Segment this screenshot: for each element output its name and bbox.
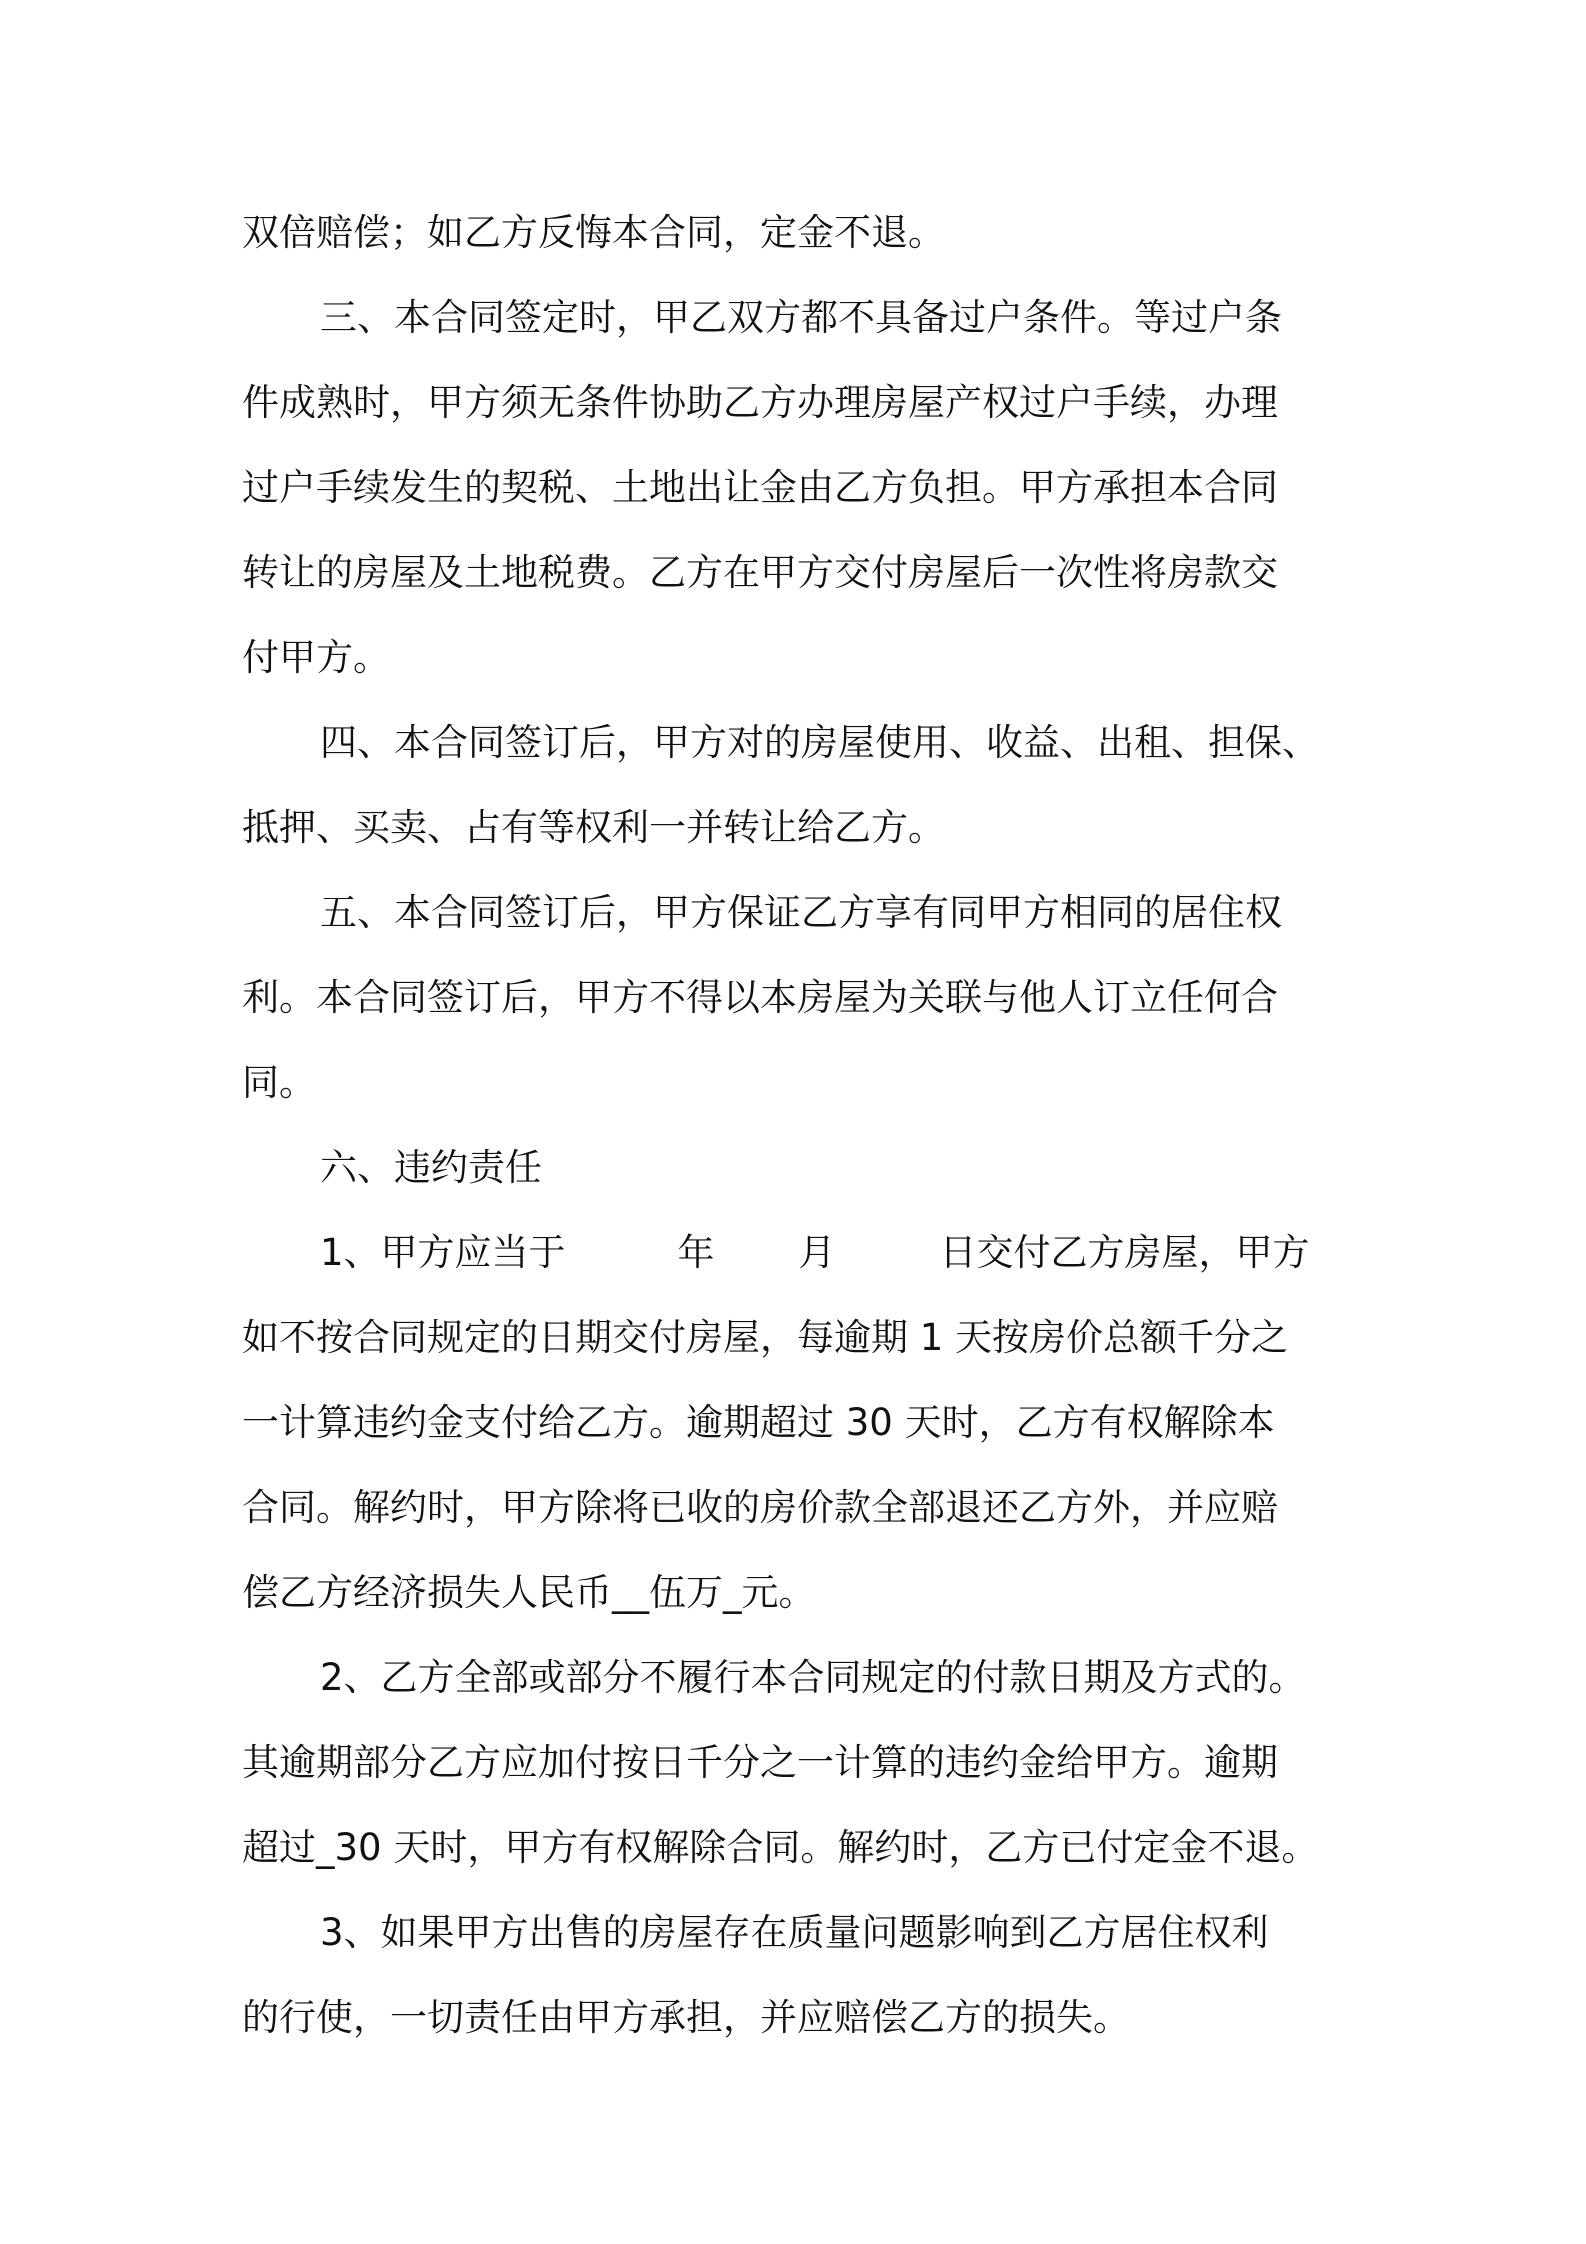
clause-6-heading: 六、违约责任 — [320, 1146, 542, 1189]
text-line: 利。本合同签订后，甲方不得以本房屋为关联与他人订立任何合 — [242, 976, 1278, 1019]
clause-6-1-line — [242, 1210, 1362, 1295]
clause-6-3-line: 3、如果甲方出售的房屋存在质量问题影响到乙方居住权利 — [320, 1911, 1269, 1954]
text-line: 的行使，一切责任由甲方承担，并应赔偿乙方的损失。 — [242, 1996, 1130, 2039]
text-line: 同。 — [242, 1061, 316, 1104]
contract-body — [242, 190, 1362, 2060]
text-line: 如不按合同规定的日期交付房屋，每逾期 1 天按房价总额千分之 — [242, 1316, 1289, 1359]
text-line: 过户手续发生的契税、土地出让金由乙方负担。甲方承担本合同 — [242, 466, 1278, 509]
date-prefix: 1、甲方应当于 — [320, 1231, 566, 1274]
text-line: 件成熟时，甲方须无条件协助乙方办理房屋产权过户手续，办理 — [242, 381, 1278, 424]
text-line: 双倍赔偿；如乙方反悔本合同，定金不退。 — [242, 211, 945, 254]
text-line: 抵押、买卖、占有等权利一并转让给乙方。 — [242, 806, 945, 849]
clause-4-line: 四、本合同签订后，甲方对的房屋使用、收益、出租、担保、 — [320, 721, 1319, 764]
text-line: 一计算违约金支付给乙方。逾期超过 30 天时，乙方有权解除本 — [242, 1401, 1275, 1444]
clause-5-line: 五、本合同签订后，甲方保证乙方享有同甲方相同的居住权 — [320, 891, 1282, 934]
clause-3-line: 三、本合同签定时，甲乙双方都不具备过户条件。等过户条 — [320, 296, 1282, 339]
clause-6-2-line: 2、乙方全部或部分不履行本合同规定的付款日期及方式的。 — [320, 1656, 1306, 1699]
date-month-label: 月 — [798, 1231, 836, 1274]
date-year-label: 年 — [677, 1231, 715, 1274]
text-line: 转让的房屋及土地税费。乙方在甲方交付房屋后一次性将房款交 — [242, 551, 1278, 594]
text-line: 付甲方。 — [242, 636, 390, 679]
text-line: 合同。解约时，甲方除将已收的房价款全部退还乙方外，并应赔 — [242, 1486, 1278, 1529]
text-line: 超过_30 天时，甲方有权解除合同。解约时，乙方已付定金不退。 — [242, 1826, 1319, 1869]
date-day-suffix: 日交付乙方房屋，甲方 — [939, 1231, 1310, 1274]
text-line: 其逾期部分乙方应加付按日千分之一计算的违约金给甲方。逾期 — [242, 1741, 1278, 1784]
text-line: 偿乙方经济损失人民币__伍万_元。 — [242, 1571, 816, 1614]
